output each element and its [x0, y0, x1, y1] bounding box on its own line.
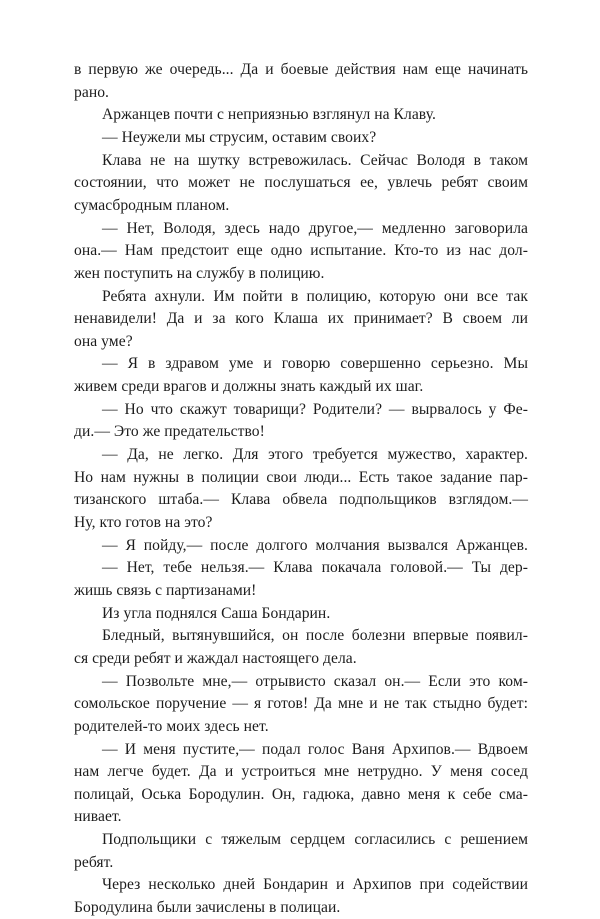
- text-line: родителей-то моих здесь нет.: [74, 717, 269, 735]
- text-line: — Да, не легко. Для этого требуется мужество, характер.: [102, 446, 528, 464]
- text-line: в первую же очередь... Да и боевые действия нам еще начинать: [74, 61, 528, 78]
- text-line: — Позвольте мне,— отрывисто сказал он.— Если это ком-: [102, 672, 528, 690]
- text-line: — Нет, Володя, здесь надо другое,— медленно заговорила: [102, 219, 528, 237]
- text-line: она.— Нам предстоит еще одно испытание. Кто-то из нас дол-: [74, 242, 528, 260]
- text-line: — Но что скажут товарищи? Родители? — вырвалось у Фе-: [102, 400, 528, 418]
- text-line: живем среди врагов и должны знать каждый их шаг.: [74, 378, 424, 396]
- text-line: Аржанцев почти с неприязнью взглянул на Клаву.: [102, 106, 436, 124]
- text-line: рано.: [74, 83, 110, 101]
- text-line: сумасбродным планом.: [74, 196, 230, 214]
- text-line: ребят.: [74, 853, 114, 871]
- text-line: нивает.: [74, 808, 122, 826]
- text-line: Но нам нужны в полиции свои люди... Есть такое задание пар-: [74, 468, 528, 486]
- text-line: Подпольщики с тяжелым сердцем согласились с решением: [102, 831, 528, 849]
- text-line: полицай, Оська Бородулин. Он, гадюка, давно меня к себе сма-: [74, 785, 528, 803]
- text-line: ди.— Это же предательство!: [74, 423, 265, 441]
- text-line: ненавидели! Да и за кого Клаша их принимает? В своем ли: [74, 310, 528, 328]
- text-line: — Я пойду,— после долгого молчания вызвался Аржанцев.: [102, 536, 528, 554]
- text-line: Бледный, вытянувшийся, он после болезни впервые появил-: [102, 627, 528, 645]
- text-line: Ребята ахнули. Им пойти в полицию, которую они все так: [102, 287, 528, 305]
- text-line: Бородулина были зачислены в полицаи.: [74, 899, 341, 917]
- text-line: тизанского штаба.— Клава обвела подпольщиков взглядом.—: [74, 491, 528, 509]
- text-line: Из угла поднялся Саша Бондарин.: [102, 604, 331, 622]
- text-line: Клава не на шутку встревожилась. Сейчас Володя в таком: [102, 151, 528, 169]
- text-line: Через несколько дней Бондарин и Архипов при содействии: [102, 876, 528, 894]
- text-line: нам легче будет. Да и устроиться мне нетрудно. У меня сосед: [74, 763, 528, 781]
- text-line: — Я в здравом уме и говорю совершенно серьезно. Мы: [102, 355, 528, 373]
- text-line: — И меня пустите,— подал голос Ваня Архипов.— Вдвоем: [102, 740, 528, 758]
- text-line: ся среди ребят и жаждал настоящего дела.: [74, 649, 357, 667]
- text-line: жишь связь с партизанами!: [74, 581, 257, 599]
- text-line: Ну, кто готов на это?: [74, 514, 213, 531]
- text-line: состоянии, что может не послушаться ее, увлечь ребят своим: [74, 174, 528, 192]
- text-line: — Неужели мы струсим, оставим своих?: [102, 128, 377, 146]
- text-line: жен поступить на службу в полицию.: [74, 264, 325, 282]
- text-line: она уме?: [74, 332, 133, 350]
- text-line: сомольское поручение — я готов! Да мне и не так стыдно будет:: [74, 695, 528, 713]
- text-line: — Нет, тебе нельзя.— Клава покачала головой.— Ты дер-: [102, 559, 528, 577]
